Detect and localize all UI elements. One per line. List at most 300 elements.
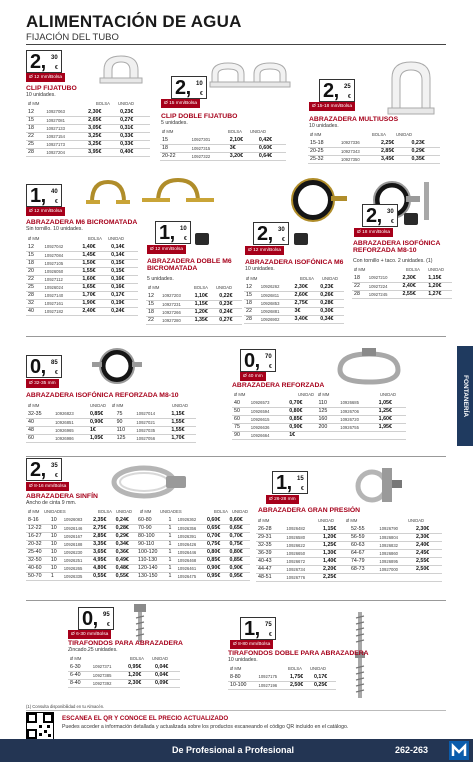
table-cell: 10927014: [134, 410, 169, 418]
price-euro: €: [269, 364, 272, 370]
table-cell: 1,15€: [169, 410, 196, 418]
table-cell: 2,20€: [321, 565, 349, 573]
table-cell: 10927336: [339, 139, 379, 147]
price-table: [26, 410, 196, 443]
product-name: TIRAFONDOS PARA ABRAZADERA: [68, 640, 183, 647]
product-desc: 10 unidades.: [245, 266, 275, 272]
table-cell: 3,05€: [86, 124, 118, 132]
table-cell: 90-110: [136, 540, 167, 548]
price-euro: €: [55, 65, 58, 71]
col-header: BOLSA: [96, 101, 110, 106]
table-cell: 0,24€: [217, 308, 242, 316]
table-cell: 10926230: [62, 548, 91, 556]
table-row: [26, 267, 138, 275]
table-cell: 3€: [293, 307, 319, 315]
table-cell: 1,50€: [80, 259, 109, 267]
table-row: [308, 155, 440, 163]
table-row: [26, 516, 250, 524]
table-cell: 2,50€: [414, 565, 442, 573]
table-cell: 16-27: [26, 532, 49, 540]
table-cell: 110: [115, 426, 135, 434]
table-cell: 0,16€: [109, 275, 138, 283]
table-row: [244, 315, 344, 323]
table-cell: 18: [352, 274, 367, 282]
table-cell: 10927182: [43, 307, 81, 315]
table-cell: 10926776: [284, 573, 321, 581]
table-cell: [414, 573, 442, 581]
table-cell: 22: [146, 316, 160, 324]
col-header: Ø MM: [140, 509, 152, 514]
table-cell: 0,60€: [205, 516, 227, 524]
product-desc: Ancho de cinta 9 mm.: [26, 500, 77, 506]
table-cell: 48-51: [256, 573, 284, 581]
table-cell: 1,05€: [88, 434, 115, 442]
table-cell: 0,04€: [153, 663, 180, 671]
table-cell: 130-150: [136, 572, 167, 580]
table-cell: 3,25€: [86, 140, 118, 148]
price-dec: 10: [196, 81, 203, 87]
table-cell: 2,30€: [401, 274, 427, 282]
col-header: Ø MM: [346, 518, 358, 523]
table-cell: 1: [167, 556, 176, 564]
price-euro: €: [184, 236, 187, 242]
footnote: (1) Consulta disponibilidad en tu Almacén.: [26, 704, 105, 709]
table-cell: 10926755: [338, 423, 376, 431]
table-cell: 28: [244, 315, 259, 323]
price-label: [26, 184, 62, 207]
table-cell: 2,30€: [414, 525, 442, 533]
table-cell: 0,28€: [318, 299, 344, 307]
table-cell: 0,90€: [287, 423, 316, 431]
table-cell: 0,29€: [409, 147, 440, 155]
table-row: [256, 525, 442, 533]
col-header: Ø MM: [148, 285, 160, 290]
table-cell: 2,75€: [91, 524, 113, 532]
table-cell: 0,65€: [227, 524, 250, 532]
table-cell: 0,26€: [318, 291, 344, 299]
table-cell: 0,24€: [109, 307, 138, 315]
price-int: 2,: [30, 459, 46, 481]
col-header: Ø MM: [318, 392, 330, 397]
table-cell: 1: [167, 532, 176, 540]
table-cell: 0,23€: [217, 300, 242, 308]
side-tab-label: FONTANERÍA: [462, 374, 469, 418]
size-tag: Ø 15-18 mm/Bolsa: [309, 102, 355, 111]
table-cell: 1,30€: [321, 549, 349, 557]
table-cell: 36-39: [256, 549, 284, 557]
table-cell: 10-100: [228, 681, 257, 689]
price-dec: 75: [265, 622, 272, 628]
table-cell: 0,34€: [318, 315, 344, 323]
table-cell: 1€: [287, 431, 316, 439]
brand-logo-icon: [449, 741, 469, 760]
price-int: 1,: [30, 185, 46, 207]
reinforced-clamp-image: [334, 348, 404, 388]
table-cell: 22: [352, 282, 367, 290]
table-cell: 10927021: [134, 418, 169, 426]
price-dec: 85: [51, 360, 58, 366]
table-cell: 125: [316, 407, 338, 415]
table-cell: 6-30: [68, 663, 91, 671]
table-row: [26, 251, 138, 259]
price-euro: €: [269, 632, 272, 638]
col-header: UNIDAD: [108, 236, 125, 241]
table-cell: 2,65€: [86, 116, 118, 124]
table-cell: 200: [316, 423, 338, 431]
product-name: ABRAZADERA MULTIUSOS: [309, 116, 399, 123]
table-cell: 2,85€: [91, 532, 113, 540]
table-cell: 25: [26, 140, 44, 148]
table-cell: 25-32: [308, 155, 339, 163]
table-cell: 10927350: [339, 155, 379, 163]
table-cell: 68-73: [349, 565, 377, 573]
footer-slogan: De Profesional a Profesional: [172, 745, 295, 755]
price-dec: 30: [278, 227, 285, 233]
table-cell: 90: [115, 418, 135, 426]
table-cell: 20-32: [26, 540, 49, 548]
table-cell: 2,45€: [414, 549, 442, 557]
table-cell: 10926672: [284, 557, 321, 565]
table-cell: 15: [146, 300, 160, 308]
col-header: Ø MM: [28, 236, 40, 241]
table-row: [26, 275, 138, 283]
table-cell: 1,20€: [193, 308, 218, 316]
table-cell: 0,15€: [109, 259, 138, 267]
table-cell: 10926468: [176, 556, 205, 564]
table-cell: 0,70€: [227, 532, 250, 540]
price-int: 0,: [30, 356, 46, 378]
table-row: [228, 673, 336, 681]
price-euro: €: [55, 473, 58, 479]
table-row: [26, 307, 138, 315]
table-cell: 0,29€: [114, 532, 136, 540]
table-cell: 8-80: [228, 673, 257, 681]
table-row: [244, 291, 344, 299]
table-cell: 1: [167, 548, 176, 556]
table-row: [244, 283, 344, 291]
table-cell: 0,33€: [118, 140, 150, 148]
price-int: 2,: [323, 80, 339, 102]
table-cell: 0,64€: [257, 152, 286, 160]
col-header: BOLSA: [228, 129, 242, 134]
price-table: [26, 243, 138, 316]
table-cell: 1,70€: [169, 434, 196, 442]
table-row: [146, 308, 242, 316]
page-title: ALIMENTACIÓN DE AGUA: [26, 12, 242, 31]
isophonic-clamp-image: [283, 176, 349, 226]
size-tag: Ø 18 mm/Bolsa: [354, 228, 393, 237]
price-dec: 15: [297, 476, 304, 482]
table-cell: 2,85€: [379, 147, 409, 155]
table-cell: 2,30€: [414, 533, 442, 541]
col-header: UNIDAD: [250, 129, 267, 134]
product-name: ABRAZADERA ISOFÓNICA REFORZADA M8-10: [353, 240, 441, 255]
table-cell: 1,70€: [80, 291, 109, 299]
col-header: UNIDAD: [380, 392, 397, 397]
table-cell: 10926853: [259, 299, 293, 307]
col-header: Ø MM: [258, 518, 270, 523]
table-row: [26, 564, 250, 572]
table-row: [26, 572, 250, 580]
product-name: ABRAZADERA SINFÍN: [26, 493, 98, 500]
size-tag: Ø 8-16 mm/Bolsa: [26, 482, 69, 491]
table-cell: 75: [115, 410, 135, 418]
price-label: [171, 76, 207, 99]
table-cell: 18: [160, 144, 190, 152]
table-cell: 1,20€: [426, 282, 452, 290]
table-cell: 50: [232, 407, 249, 415]
table-cell: 32: [26, 299, 43, 307]
table-cell: 0,85€: [287, 415, 316, 423]
table-row: [68, 671, 180, 679]
col-header: Ø MM: [246, 276, 258, 281]
product-desc: Zincado.25 unidades.: [68, 647, 118, 653]
table-row: [256, 541, 442, 549]
table-cell: 10926636: [249, 423, 287, 431]
table-cell: [377, 431, 406, 439]
section-divider: [26, 336, 446, 337]
table-row: [160, 152, 286, 160]
table-row: [26, 540, 250, 548]
table-cell: 6-40: [68, 671, 91, 679]
table-cell: 1: [49, 572, 62, 580]
table-cell: 18: [26, 259, 43, 267]
table-cell: 10926167: [62, 532, 91, 540]
qr-text: Puedes acceder a información detallada y actualizada sobre los productos escaneando el código QR incluido en el catálogo.: [62, 724, 349, 730]
table-cell: 12: [26, 243, 43, 251]
table-cell: 40-60: [26, 564, 49, 572]
table-cell: 0,15€: [109, 267, 138, 275]
table-cell: 1,25€: [377, 407, 406, 415]
table-cell: 1,20€: [126, 671, 153, 679]
table-cell: 0,60€: [257, 144, 286, 152]
table-row: [244, 299, 344, 307]
col-header: UNIDAD: [322, 276, 339, 281]
table-cell: 1,55€: [80, 267, 109, 275]
price-label: [155, 221, 191, 244]
col-header: BOLSA: [406, 267, 420, 272]
table-cell: 1,35€: [193, 316, 218, 324]
table-cell: 2,40€: [414, 541, 442, 549]
table-cell: 2,60€: [293, 291, 319, 299]
table-cell: 1,25€: [321, 541, 349, 549]
price-euro: €: [391, 219, 394, 225]
multipurpose-clamp-image: [384, 58, 438, 118]
table-cell: 64-67: [349, 549, 377, 557]
table-cell: 10927203: [160, 292, 192, 300]
col-header: Ø MM: [162, 129, 174, 134]
qr-title: ESCANEA EL QR Y CONOCE EL PRECIO ACTUALIZADO: [62, 715, 229, 722]
price-table: [68, 663, 180, 688]
table-cell: 0,49€: [114, 556, 136, 564]
table-cell: 1,20€: [321, 533, 349, 541]
product-name: TIRAFONDOS DOBLE PARA ABRAZADERA: [228, 650, 369, 657]
table-cell: 10927371: [91, 663, 126, 671]
table-cell: 10: [49, 516, 62, 524]
table-cell: 1,05€: [377, 399, 406, 407]
size-tag: Ø 12 mm/Bolsa: [245, 246, 284, 255]
table-cell: 10926426: [176, 540, 205, 548]
table-cell: 10926594: [249, 407, 287, 415]
price-dec: 30: [387, 209, 394, 215]
screw-image: [128, 604, 152, 644]
table-cell: 0,95€: [205, 572, 227, 580]
col-header: UNIDAD: [116, 509, 133, 514]
table-cell: 60: [232, 415, 249, 423]
price-int: 2,: [175, 77, 191, 99]
section-divider: [26, 456, 446, 457]
table-cell: 15: [26, 116, 44, 124]
qr-code-icon: [27, 713, 53, 739]
product-name: CLIP DOBLE FIJATUBO: [161, 113, 238, 120]
table-cell: 8-40: [68, 679, 91, 687]
table-row: [26, 148, 150, 156]
page-subtitle: FIJACIÓN DEL TUBO: [26, 32, 119, 43]
table-cell: 12-22: [26, 524, 49, 532]
table-cell: 10927385: [91, 671, 126, 679]
table-cell: 0,35€: [409, 155, 440, 163]
col-header: UNIDAD: [216, 285, 233, 290]
table-cell: 0,85€: [205, 556, 227, 564]
table-cell: 10927392: [91, 679, 126, 687]
col-header: Ø MM: [310, 132, 322, 137]
table-cell: 10927280: [160, 316, 192, 324]
table-row: [352, 282, 452, 290]
table-cell: 1,90€: [80, 299, 109, 307]
table-cell: 10: [49, 532, 62, 540]
table-cell: 60: [26, 434, 53, 442]
table-cell: 0,70€: [287, 399, 316, 407]
table-row: [232, 407, 406, 415]
table-cell: 10927343: [339, 147, 379, 155]
price-dec: 95: [103, 612, 110, 618]
size-tag: Ø 26-28 mm: [266, 495, 299, 504]
table-row: [160, 144, 286, 152]
table-cell: 10926790: [377, 525, 414, 533]
table-cell: 0,80€: [287, 407, 316, 415]
product-name: ABRAZADERA REFORZADA: [232, 382, 325, 389]
table-cell: 29-31: [256, 533, 284, 541]
col-header: UNIDAD: [232, 509, 249, 514]
price-int: 0,: [82, 608, 98, 630]
table-row: [146, 300, 242, 308]
table-cell: 1,40€: [321, 557, 349, 565]
table-cell: 40: [26, 418, 53, 426]
table-cell: 10927196: [257, 681, 288, 689]
table-cell: 50-70: [26, 572, 49, 580]
table-cell: 3,95€: [86, 148, 118, 156]
table-cell: 1€: [88, 426, 115, 434]
table-cell: 0,55€: [114, 572, 136, 580]
col-header: Ø MM: [230, 666, 242, 671]
table-row: [26, 116, 150, 124]
table-cell: 0,65€: [205, 524, 227, 532]
table-cell: [338, 431, 376, 439]
table-cell: 12: [244, 283, 259, 291]
table-cell: 2,40€: [80, 307, 109, 315]
table-row: [256, 565, 442, 573]
table-row: [228, 681, 336, 689]
table-cell: 0,23€: [318, 283, 344, 291]
table-cell: 15: [26, 251, 43, 259]
table-cell: 0,85€: [88, 410, 115, 418]
table-cell: [377, 573, 414, 581]
table-cell: 15: [244, 291, 259, 299]
table-cell: 2,35€: [91, 516, 113, 524]
col-header: UNIDAD: [90, 403, 107, 408]
price-label: [253, 222, 289, 245]
table-cell: 1: [167, 564, 176, 572]
price-int: 1,: [276, 472, 292, 494]
col-header: Ø MM: [354, 267, 366, 272]
table-cell: 15-18: [308, 139, 339, 147]
size-tag: Ø 6-30 mm/Bolsa: [68, 630, 111, 639]
table-cell: 32-50: [26, 556, 49, 564]
col-header: BOLSA: [214, 509, 228, 514]
table-cell: 0,95€: [227, 572, 250, 580]
table-cell: 10926664: [249, 431, 287, 439]
table-cell: 0,16€: [109, 283, 138, 291]
table-cell: 10927063: [44, 108, 86, 116]
col-header: BOLSA: [98, 509, 112, 514]
price-int: 0,: [244, 350, 260, 372]
size-tag: Ø 32-35 mm: [26, 379, 59, 388]
table-cell: 0,30€: [318, 307, 344, 315]
qr-code[interactable]: [26, 712, 54, 740]
col-header: Ø MM: [234, 392, 246, 397]
table-cell: 10926573: [249, 399, 287, 407]
table-cell: 1,60€: [80, 275, 109, 283]
table-cell: 0,09€: [153, 679, 180, 687]
table-cell: 0,27€: [217, 316, 242, 324]
table-cell: 10926335: [62, 572, 91, 580]
table-cell: 1,15€: [193, 300, 218, 308]
table-cell: 22: [26, 275, 43, 283]
table-cell: 0,95€: [126, 663, 153, 671]
product-name: ABRAZADERA GRAN PRESIÓN: [258, 507, 361, 514]
table-cell: 2,30€: [126, 679, 153, 687]
table-cell: 10926265: [62, 564, 91, 572]
price-euro: €: [200, 91, 203, 97]
table-cell: 56-59: [349, 533, 377, 541]
product-desc: 10 unidades.: [309, 123, 339, 129]
table-cell: 1,45€: [80, 251, 109, 259]
table-cell: 1: [167, 516, 176, 524]
price-table: [308, 139, 440, 164]
table-cell: 1,60€: [377, 415, 406, 423]
table-cell: 10926986: [53, 434, 88, 442]
table-row: [26, 299, 138, 307]
size-tag: Ø 8-80 mm/Bolsa: [230, 640, 273, 649]
table-row: [26, 132, 150, 140]
table-cell: 2,50€: [288, 681, 312, 689]
table-row: [26, 291, 138, 299]
table-cell: 10926832: [377, 541, 414, 549]
col-header: UNIDAD: [172, 403, 189, 408]
table-cell: 74-79: [349, 557, 377, 565]
high-pressure-clamp-image: [346, 464, 406, 504]
table-cell: 2,30€: [293, 283, 319, 291]
price-euro: €: [55, 370, 58, 376]
table-cell: 0,04€: [153, 671, 180, 679]
table-cell: 28: [26, 291, 43, 299]
table-cell: 10927301: [190, 136, 228, 144]
table-cell: 0,90€: [227, 564, 250, 572]
table-cell: 2,55€: [401, 290, 427, 298]
table-row: [26, 548, 250, 556]
price-table: [232, 399, 406, 440]
table-cell: 10926881: [259, 307, 293, 315]
